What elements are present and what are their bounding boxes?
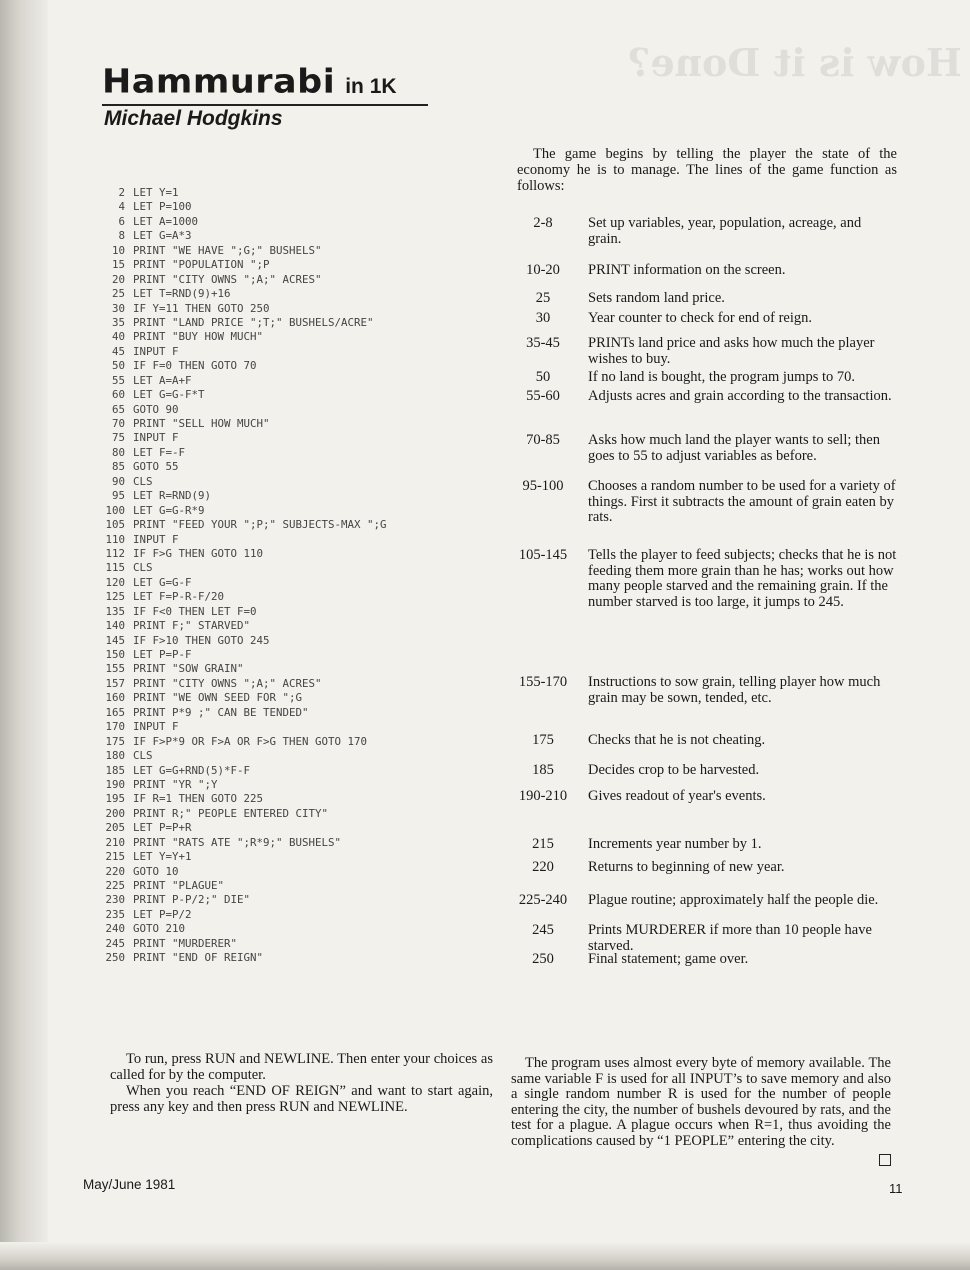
code-statement: IF F>G THEN GOTO 110: [133, 546, 264, 560]
code-statement: PRINT "BUY HOW MUCH": [133, 330, 264, 344]
end-of-article-mark: [879, 1154, 891, 1166]
code-statement: IF F<0 THEN LET F=0: [133, 604, 257, 618]
code-line: [92, 821, 512, 835]
code-statement: PRINT "FEED YOUR ";P;" SUBJECTS-MAX ";G: [133, 518, 387, 532]
line-number: 40: [111, 330, 125, 344]
line-number: 205: [105, 821, 125, 835]
code-line: [92, 504, 512, 518]
code-statement: INPUT F: [133, 431, 179, 445]
function-description: Gives readout of year's events.: [588, 788, 766, 804]
line-number: 135: [105, 604, 125, 618]
code-statement: LET F=P-R-F/20: [133, 590, 225, 604]
code-line: [92, 417, 512, 431]
line-number: 240: [105, 922, 125, 936]
code-statement: PRINT R;" PEOPLE ENTERED CITY": [133, 806, 329, 820]
line-number: 150: [105, 648, 125, 661]
line-number: 190: [105, 777, 125, 791]
line-number: 120: [105, 575, 125, 589]
line-number: 50: [111, 359, 125, 373]
code-statement: IF F>P*9 OR F>A OR F>G THEN GOTO 170: [133, 734, 368, 748]
line-number: 185: [105, 763, 125, 777]
page-bottom-shadow: [0, 1242, 970, 1270]
code-line: [92, 778, 512, 792]
page-gutter-shadow: [0, 0, 48, 1270]
code-statement: GOTO 10: [133, 864, 179, 878]
code-statement: LET T=RND(9)+16: [133, 287, 231, 301]
code-statement: CLS: [133, 749, 153, 763]
code-statement: IF F>10 THEN GOTO 245: [133, 633, 270, 647]
line-range: 50: [535, 369, 551, 385]
code-statement: PRINT "MURDERER": [133, 936, 238, 950]
issue-date: May/June 1981: [83, 1177, 176, 1192]
code-line: [92, 547, 512, 561]
code-line: [92, 576, 512, 590]
line-number: 75: [111, 431, 125, 445]
code-line: [92, 345, 512, 359]
code-statement: PRINT "WE OWN SEED FOR ";G: [133, 691, 303, 705]
line-number: 155: [105, 662, 125, 676]
code-line: [92, 836, 512, 850]
code-line: [92, 865, 512, 879]
code-statement: LET P=P-F: [133, 648, 192, 661]
line-number: 60: [111, 388, 125, 402]
line-number: 8: [118, 229, 125, 243]
function-description: Returns to beginning of new year.: [588, 859, 785, 875]
code-statement: INPUT F: [133, 720, 179, 734]
line-number: 6: [118, 214, 125, 228]
code-line: [92, 533, 512, 547]
function-description: PRINTs land price and asks how much the player wishes to buy.: [588, 335, 875, 367]
code-statement: LET G=G-F*T: [133, 388, 205, 402]
function-description: Increments year number by 1.: [588, 836, 762, 852]
code-line: [92, 475, 512, 489]
code-line: [92, 807, 512, 821]
code-line: [92, 229, 512, 243]
line-range: 250: [532, 951, 554, 967]
instruction-paragraph: When you reach “END OF REIGN” and want to start again, press any key and then press RUN and NEWLINE.: [110, 1083, 493, 1115]
code-line: [92, 922, 512, 936]
line-number: 10: [111, 243, 125, 257]
line-range: 190-210: [518, 788, 568, 804]
intro-paragraph: The game begins by telling the player the state of the economy he is to manage. The lines of the game function as follows:: [517, 146, 897, 194]
code-statement: LET P=P+R: [133, 821, 192, 835]
code-statement: PRINT "SELL HOW MUCH": [133, 417, 270, 430]
code-statement: CLS: [133, 561, 153, 575]
line-number: 210: [105, 835, 125, 849]
line-range: 35-45: [526, 335, 560, 351]
code-line: [92, 200, 512, 214]
line-number: 125: [105, 590, 125, 604]
code-line: [92, 619, 512, 633]
function-description: Plague routine; approximately half the people die.: [588, 892, 879, 908]
line-number: 215: [105, 850, 125, 864]
title-underline: [102, 104, 428, 106]
code-line: [92, 302, 512, 316]
line-number: 4: [118, 200, 125, 214]
code-statement: PRINT F;" STARVED": [133, 619, 251, 633]
line-number: 230: [105, 893, 125, 907]
code-line: [92, 330, 512, 344]
function-description: Asks how much land the player wants to sell; then goes to 55 to adjust variables as before.: [588, 432, 880, 464]
code-statement: LET G=G-R*9: [133, 503, 205, 517]
line-number: 45: [111, 344, 125, 358]
code-statement: PRINT "POPULATION ";P: [133, 258, 270, 272]
line-range: 105-145: [518, 547, 568, 563]
code-statement: LET F=-F: [133, 445, 186, 459]
line-number: 30: [111, 301, 125, 315]
line-number: 170: [105, 720, 125, 734]
code-line: [92, 244, 512, 258]
line-number: 145: [105, 633, 125, 647]
line-number: 20: [111, 272, 125, 286]
code-statement: LET G=G+RND(5)*F-F: [133, 763, 251, 777]
line-number: 250: [105, 951, 125, 965]
line-number: 115: [105, 561, 125, 575]
code-line: [92, 287, 512, 301]
code-statement: LET G=G-F: [133, 575, 192, 589]
line-range: 10-20: [526, 262, 560, 278]
code-line: [92, 691, 512, 705]
line-number: 195: [105, 792, 125, 806]
code-line: [92, 403, 512, 417]
code-statement: IF F=0 THEN GOTO 70: [133, 359, 257, 373]
line-number: 220: [105, 864, 125, 878]
title-main: Hammurabi: [102, 63, 336, 101]
code-line: [92, 893, 512, 907]
code-line: [92, 518, 512, 532]
line-number: 35: [111, 315, 125, 329]
code-statement: PRINT P-P/2;" DIE": [133, 893, 251, 907]
line-number: 25: [111, 287, 125, 301]
line-number: 105: [105, 518, 125, 532]
code-line: [92, 431, 512, 445]
line-number: 175: [105, 734, 125, 748]
program-listing: [92, 186, 512, 966]
code-line: [92, 677, 512, 691]
instruction-paragraph: To run, press RUN and NEWLINE. Then enter your choices as called for by the computer.: [110, 1051, 493, 1083]
line-number: 160: [105, 691, 125, 705]
code-statement: PRINT "WE HAVE ";G;" BUSHELS": [133, 243, 322, 257]
line-range: 70-85: [526, 432, 560, 448]
code-line: [92, 908, 512, 922]
code-line: [92, 850, 512, 864]
code-line: [92, 749, 512, 763]
line-number: 15: [111, 258, 125, 272]
line-number: 70: [111, 417, 125, 430]
line-range: 175: [532, 732, 554, 748]
line-number: 65: [111, 402, 125, 416]
line-range: 55-60: [526, 388, 560, 404]
code-line: [92, 489, 512, 503]
code-statement: PRINT "SOW GRAIN": [133, 662, 244, 676]
function-description: Chooses a random number to be used for a variety of things. First it subtracts the amount of grain eaten by rats.: [588, 478, 896, 525]
code-line: [92, 605, 512, 619]
closing-notes: [511, 1056, 891, 1150]
line-number: 245: [105, 936, 125, 950]
line-range: 215: [532, 836, 554, 852]
code-line: [92, 792, 512, 806]
function-description: Sets random land price.: [588, 290, 725, 306]
function-description: Set up variables, year, population, acreage, and grain.: [588, 215, 862, 247]
function-description: PRINT information on the screen.: [588, 262, 786, 278]
line-number: 165: [105, 705, 125, 719]
code-statement: INPUT F: [133, 344, 179, 358]
article-title: [102, 62, 397, 102]
line-range: 95-100: [522, 478, 564, 494]
code-statement: LET A=1000: [133, 214, 199, 228]
function-description: Final statement; game over.: [588, 951, 749, 967]
code-line: [92, 662, 512, 676]
code-statement: LET Y=Y+1: [133, 850, 192, 864]
line-number: 200: [105, 806, 125, 820]
line-number: 90: [111, 474, 125, 488]
line-range: 245: [532, 922, 554, 938]
code-line: [92, 879, 512, 893]
code-statement: IF R=1 THEN GOTO 225: [133, 792, 264, 806]
code-line: [92, 561, 512, 575]
function-description: Adjusts acres and grain according to the transaction.: [588, 388, 892, 404]
code-statement: PRINT "RATS ATE ";R*9;" BUSHELS": [133, 835, 342, 849]
code-statement: LET P=100: [133, 200, 192, 214]
code-statement: PRINT P*9 ;" CAN BE TENDED": [133, 705, 309, 719]
code-statement: INPUT F: [133, 532, 179, 546]
code-statement: PRINT "CITY OWNS ";A;" ACRES": [133, 676, 322, 690]
function-description: Tells the player to feed subjects; checks that he is not feeding them more grain than he has; works out how many people starved and the remaining grain. If the number starved is too large, it jumps to 245.: [588, 547, 897, 610]
code-line: [92, 460, 512, 474]
code-line: [92, 951, 512, 965]
line-range: 225-240: [518, 892, 568, 908]
line-number: 110: [105, 532, 125, 546]
closing-paragraph: The program uses almost every byte of memory available. The same variable F is used for all INPUT’s to save memory and also a single random number R is used for the number of people entering the city, the number of bushels devoured by rats, and the test for a plague. A plague occurs when R=1, thus avoiding the complications caused by “1 PEOPLE” entering the city.: [511, 1055, 891, 1149]
code-line: [92, 316, 512, 330]
line-number: 112: [105, 546, 125, 560]
code-line: [92, 273, 512, 287]
author-byline: Michael Hodgkins: [104, 107, 283, 130]
code-line: [92, 374, 512, 388]
code-statement: CLS: [133, 474, 153, 488]
line-number: 100: [105, 503, 125, 517]
line-range: 155-170: [518, 674, 568, 690]
function-description: Year counter to check for end of reign.: [588, 310, 812, 326]
line-range: 185: [532, 762, 554, 778]
line-range: 220: [532, 859, 554, 875]
code-statement: LET Y=1: [133, 186, 179, 199]
code-statement: PRINT "END OF REIGN": [133, 951, 264, 965]
code-statement: LET G=A*3: [133, 229, 192, 243]
code-line: [92, 720, 512, 734]
code-line: [92, 937, 512, 951]
line-number: 2: [118, 186, 125, 199]
code-statement: PRINT "YR ";Y: [133, 777, 218, 791]
code-statement: LET P=P/2: [133, 907, 192, 921]
code-statement: IF Y=11 THEN GOTO 250: [133, 301, 270, 315]
code-line: [92, 215, 512, 229]
code-statement: GOTO 55: [133, 460, 179, 474]
code-line: [92, 186, 512, 200]
code-line: [92, 706, 512, 720]
code-statement: PRINT "CITY OWNS ";A;" ACRES": [133, 272, 322, 286]
function-description: Decides crop to be harvested.: [588, 762, 760, 778]
title-sub: in 1K: [345, 75, 397, 98]
line-number: 95: [111, 489, 125, 503]
code-statement: GOTO 210: [133, 922, 186, 936]
line-number: 180: [105, 749, 125, 763]
line-number: 85: [111, 460, 125, 474]
line-number: 225: [105, 879, 125, 892]
line-number: 157: [105, 676, 125, 690]
line-number: 235: [105, 907, 125, 921]
code-statement: LET A=A+F: [133, 373, 192, 387]
code-line: [92, 359, 512, 373]
code-line: [92, 590, 512, 604]
run-instructions: [110, 1051, 493, 1115]
code-line: [92, 388, 512, 402]
line-range: 25: [535, 290, 551, 306]
function-description: Instructions to sow grain, telling player how much grain may be sown, tended, etc.: [588, 674, 881, 706]
code-line: [92, 446, 512, 460]
code-statement: PRINT "PLAGUE": [133, 879, 225, 892]
function-description: If no land is bought, the program jumps to 70.: [588, 369, 856, 385]
code-line: [92, 634, 512, 648]
page-number: 11: [889, 1181, 903, 1196]
line-range: 2-8: [533, 215, 553, 231]
code-statement: PRINT "LAND PRICE ";T;" BUSHELS/ACRE": [133, 315, 374, 329]
line-number: 55: [111, 373, 125, 387]
function-description: Checks that he is not cheating.: [588, 732, 766, 748]
bleed-through-title: How is it Done?: [628, 40, 962, 85]
line-number: 140: [105, 619, 125, 633]
function-description: Prints MURDERER if more than 10 people have starved.: [588, 922, 872, 954]
code-line: [92, 648, 512, 662]
code-line: [92, 764, 512, 778]
line-range: 30: [535, 310, 551, 326]
code-statement: LET R=RND(9): [133, 489, 212, 503]
code-line: [92, 258, 512, 272]
code-line: [92, 735, 512, 749]
code-statement: GOTO 90: [133, 402, 179, 416]
line-number: 80: [111, 445, 125, 459]
